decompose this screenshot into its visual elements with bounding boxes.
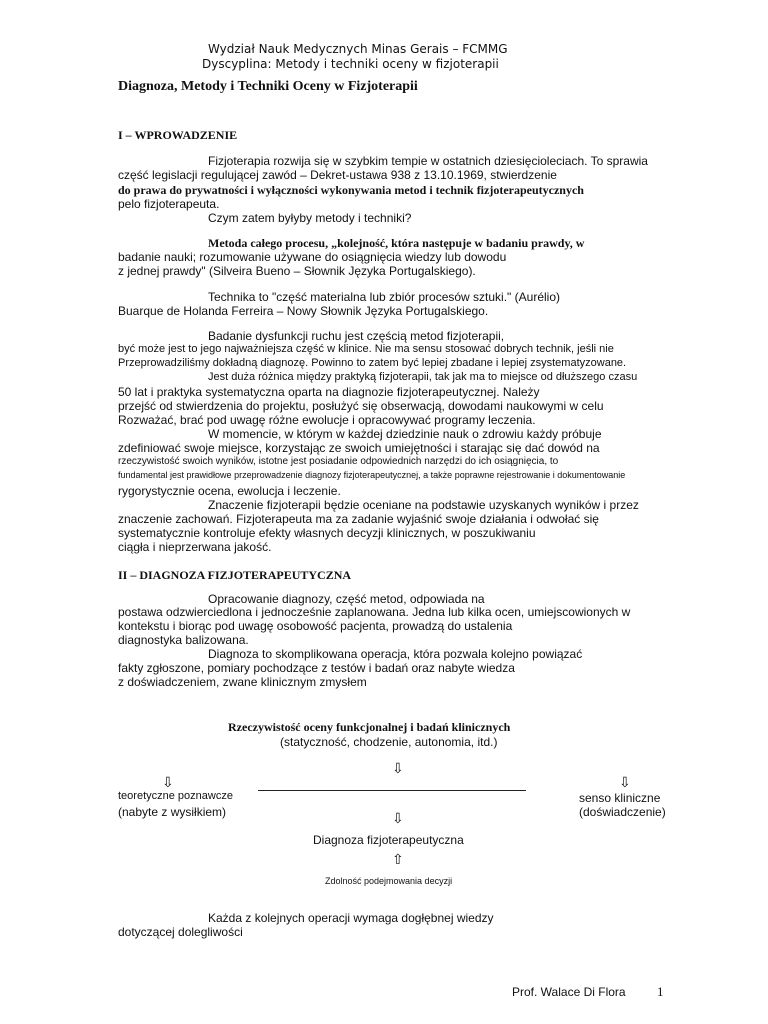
arrow-down-icon: ⇩ xyxy=(619,775,631,791)
arrow-down-icon: ⇩ xyxy=(162,775,174,791)
paragraph-line: rygorystycznie ocena, ewolucja i leczenie. xyxy=(118,484,341,498)
paragraph-line: być może jest to jego najważniejsza część w klinice. Nie ma sensu stosować dobrych technik, jeśli nie xyxy=(118,343,614,355)
paragraph-line: kontekstu i biorąc pod uwagę osobowość pacjenta, prowadzą do ustalenia xyxy=(118,619,513,633)
paragraph-line: ciągła i nieprzerwana jakość. xyxy=(118,540,272,554)
header-institution: Wydział Nauk Medycznych Minas Gerais – FCMMG xyxy=(208,42,508,56)
paragraph-line: Znaczenie fizjoterapii będzie oceniane na podstawie uzyskanych wyników i przez xyxy=(208,498,639,512)
arrow-up-icon: ⇧ xyxy=(392,852,404,868)
diagram-right-label: senso kliniczne xyxy=(579,791,661,805)
paragraph-line: Jest duża różnica między praktyką fizjoterapii, tak jak ma to miejsce od dłuższego czasu xyxy=(208,371,638,383)
paragraph-line: Fizjoterapia rozwija się w szybkim tempie w ostatnich dziesięcioleciach. To sprawia xyxy=(208,154,648,168)
paragraph-line: z jednej prawdy" (Silveira Bueno – Słownik Języka Portugalskiego). xyxy=(118,264,476,278)
paragraph-line: fundamental jest prawidłowe przeprowadzenie diagnozy fizjoterapeutycznej, a także poprawne rejestrowanie i dokumentowanie xyxy=(118,470,626,480)
diagram-bottom-label: Zdolność podejmowania decyzji xyxy=(325,876,453,886)
diagram-top-title: Rzeczywistość oceny funkcjonalnej i badań klinicznych xyxy=(228,720,511,734)
footer-author: Prof. Walace Di Flora xyxy=(512,985,626,999)
paragraph-line: systematycznie kontroluje efekty własnych decyzji klinicznych, w poszukiwaniu xyxy=(118,526,536,540)
arrow-down-icon: ⇩ xyxy=(392,811,404,827)
paragraph-line: 50 lat i praktyka systematyczna oparta na diagnozie fizjoterapeutycznej. Należy xyxy=(118,385,540,399)
paragraph-line: Badanie dysfunkcji ruchu jest częścią metod fizjoterapii, xyxy=(208,329,505,343)
diagram-top-subtitle: (statyczność, chodzenie, autonomia, itd.) xyxy=(280,735,498,749)
arrow-down-icon: ⇩ xyxy=(392,761,404,777)
paragraph-line: pelo fizjoterapeuta. xyxy=(118,197,220,211)
section-heading-diagnosis: II – DIAGNOZA FIZJOTERAPEUTYCZNA xyxy=(118,568,352,582)
paragraph-line: postawa odzwierciedlona i jednocześnie zaplanowana. Jedna lub kilka ocen, umiejscowionych w xyxy=(118,605,631,619)
closing-line: Każda z kolejnych operacji wymaga dogłębnej wiedzy xyxy=(208,911,494,925)
paragraph-line: badanie nauki; rozumowanie używane do osiągnięcia wiedzy lub dowodu xyxy=(118,250,507,264)
page-number: 1 xyxy=(657,984,664,999)
paragraph-line: rzeczywistość swoich wyników, istotne jest posiadanie odpowiednich narzędzi do ich osiągnięcia, to xyxy=(118,456,559,467)
diagram-right-sublabel: (doświadczenie) xyxy=(579,805,666,819)
paragraph-line: Rozważać, brać pod uwagę różne ewolucje i opracowywać programy leczenia. xyxy=(118,413,536,427)
paragraph-line: część legislacji regulującej zawód – Dekret-ustawa 938 z 13.10.1969, stwierdzenie xyxy=(118,168,557,182)
paragraph-line: z doświadczeniem, zwane klinicznym zmysłem xyxy=(118,675,367,689)
paragraph-line: Buarque de Holanda Ferreira – Nowy Słownik Języka Portugalskiego. xyxy=(118,304,489,318)
header-course: Dyscyplina: Metody i techniki oceny w fizjoterapii xyxy=(202,57,499,71)
diagram-left-label: teoretyczne poznawcze xyxy=(118,790,233,802)
section-heading-introduction: I – WPROWADZENIE xyxy=(118,128,238,142)
paragraph-line: Diagnoza to skomplikowana operacja, która pozwala kolejno powiązać xyxy=(208,647,583,661)
closing-line: dotyczącej dolegliwości xyxy=(118,925,243,939)
paragraph-line: do prawa do prywatności i wyłączności wykonywania metod i technik fizjoterapeutycznych xyxy=(118,183,584,197)
paragraph-line: zdefiniować swoje miejsce, korzystając ze swoich umiejętności i starając się dać dowód na xyxy=(118,441,600,455)
paragraph-line: Metoda całego procesu, „kolejność, która następuje w badaniu prawdy, w xyxy=(208,236,585,250)
paragraph-line: znaczenie zachowań. Fizjoterapeuta ma za zadanie wyjaśnić swoje działania i odwołać się xyxy=(118,512,599,526)
paragraph-line: Technika to "część materialna lub zbiór procesów sztuki." (Aurélio) xyxy=(208,290,560,304)
paragraph-line: Przeprowadziliśmy dokładną diagnozę. Powinno to zatem być lepiej zbadane i lepiej zsystematyzowane. xyxy=(118,357,627,369)
document-title: Diagnoza, Metody i Techniki Oceny w Fizjoterapii xyxy=(118,79,418,94)
paragraph-line: W momencie, w którym w każdej dziedzinie nauk o zdrowiu każdy próbuje xyxy=(208,427,602,441)
diagram-center-label: Diagnoza fizjoterapeutyczna xyxy=(313,833,464,847)
diagram-divider xyxy=(258,790,526,791)
diagram-left-sublabel: (nabyte z wysiłkiem) xyxy=(118,805,227,819)
paragraph-line: przejść od stwierdzenia do projektu, posłużyć się obserwacją, dowodami naukowymi w celu xyxy=(118,399,604,413)
paragraph-line: Opracowanie diagnozy, część metod, odpowiada na xyxy=(208,592,485,606)
paragraph-line: diagnostyka balizowana. xyxy=(118,633,249,647)
paragraph-line: fakty zgłoszone, pomiary pochodzące z testów i badań oraz nabyte wiedza xyxy=(118,661,515,675)
paragraph-line: Czym zatem byłyby metody i techniki? xyxy=(208,211,412,225)
